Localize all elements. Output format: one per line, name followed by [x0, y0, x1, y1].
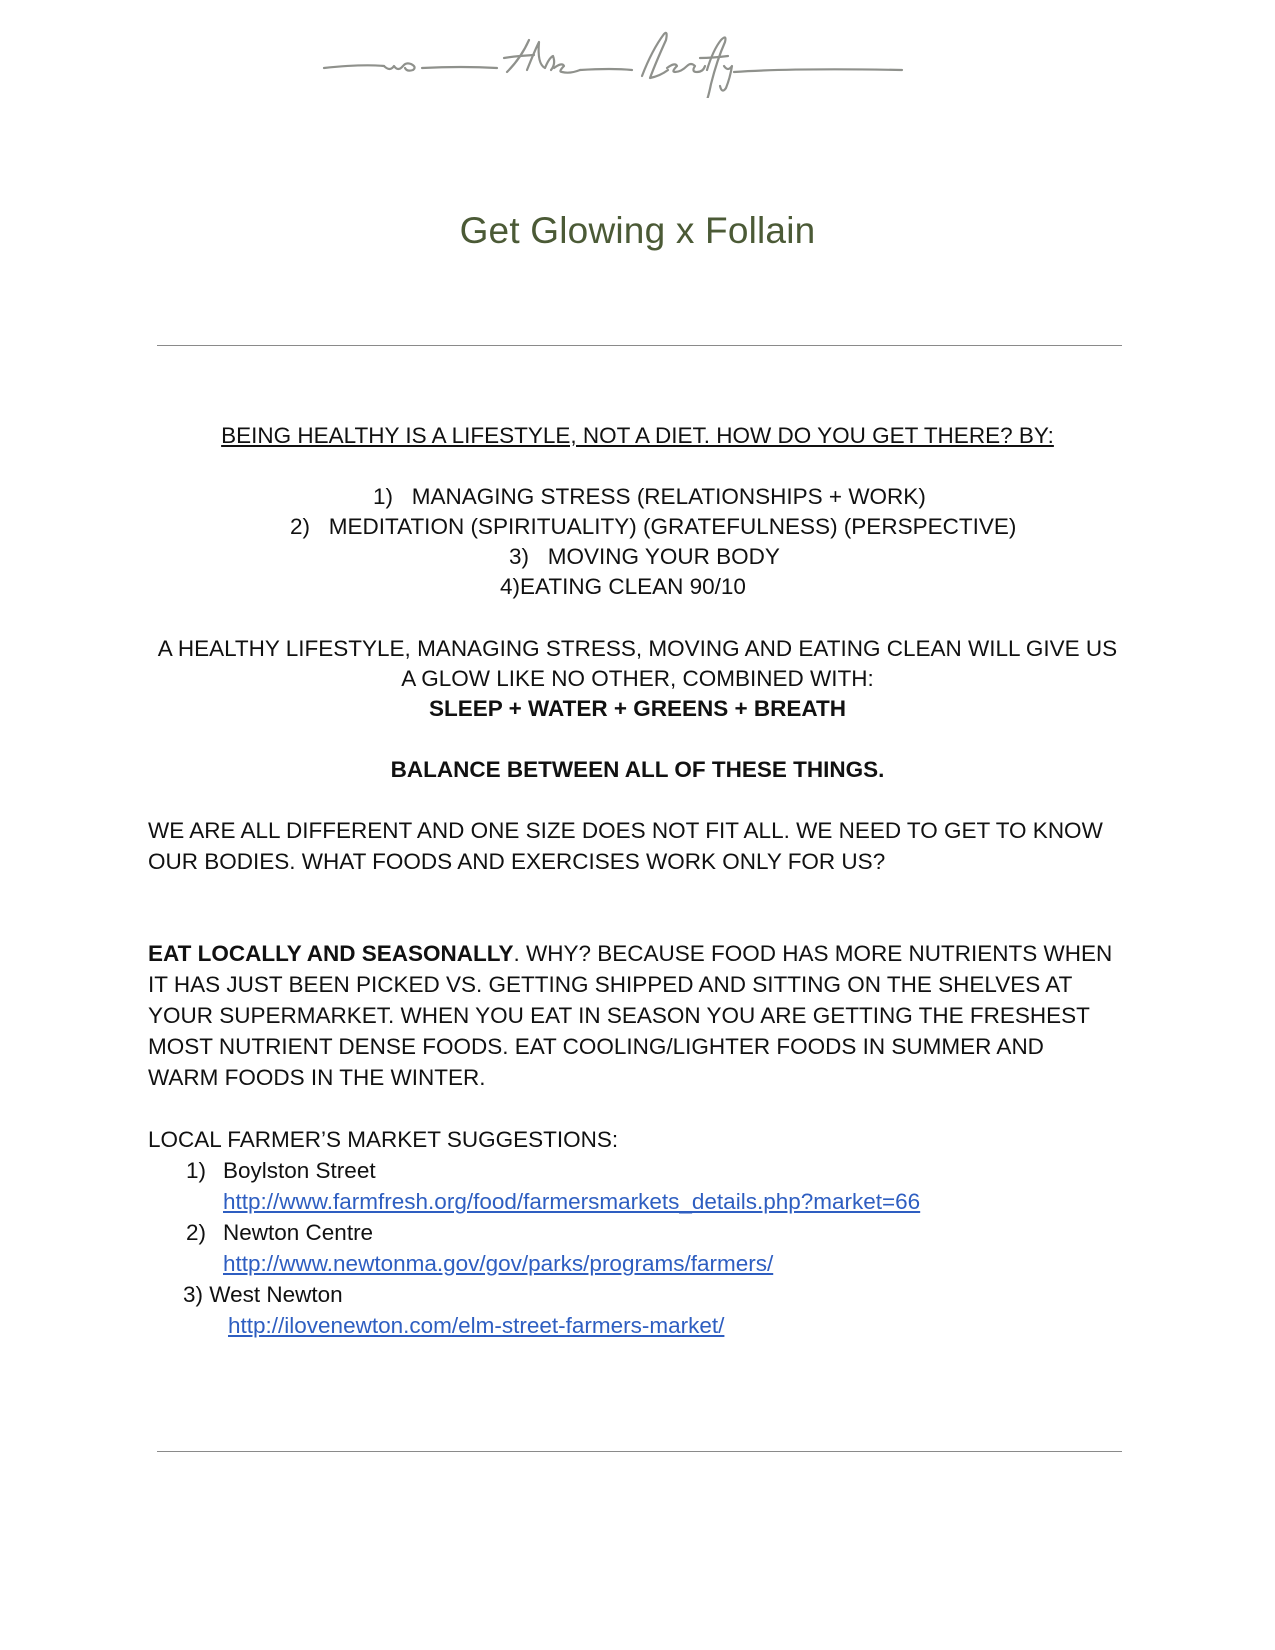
seasonal-line-2: IT HAS JUST BEEN PICKED VS. GETTING SHIPPED AND SITTING ON THE SHELVES AT [148, 972, 1073, 997]
market-name: Boylston Street [223, 1158, 376, 1183]
step-4 [500, 571, 746, 602]
market-url[interactable]: http://www.newtonma.gov/gov/parks/programs/farmers/ [223, 1251, 774, 1276]
step-1 [373, 481, 926, 512]
seasonal-line-4: MOST NUTRIENT DENSE FOODS. EAT COOLING/LIGHTER FOODS IN SUMMER AND [148, 1034, 1044, 1059]
glow-line-2: A GLOW LIKE NO OTHER, COMBINED WITH: [401, 666, 874, 691]
step-number: 1) [373, 484, 394, 509]
step-text: EATING CLEAN 90/10 [520, 574, 746, 599]
market-number: 3) [183, 1282, 204, 1307]
market-url[interactable]: http://ilovenewton.com/elm-street-farmers-market/ [228, 1313, 725, 1338]
step-number: 2) [290, 514, 311, 539]
step-text: MOVING YOUR BODY [547, 544, 780, 569]
market-name: Newton Centre [223, 1220, 374, 1245]
market-name: West Newton [209, 1282, 343, 1307]
market-item-3 [183, 1279, 343, 1310]
seasonal-line-5: WARM FOODS IN THE WINTER. [148, 1065, 486, 1090]
step-3 [509, 541, 780, 572]
market-link-3[interactable] [228, 1310, 724, 1341]
market-number: 1) [186, 1158, 207, 1183]
seasonal-line-1-rest: . WHY? BECAUSE FOOD HAS MORE NUTRIENTS WHEN [513, 941, 1113, 966]
seasonal-line-1 [148, 938, 1112, 969]
page-title: Get Glowing x Follain [459, 210, 816, 251]
market-item-1 [186, 1155, 376, 1186]
we-the-leafy-logo [322, 28, 942, 98]
balance-statement: BALANCE BETWEEN ALL OF THESE THINGS. [390, 757, 885, 782]
seasonal-lead: EAT LOCALLY AND SEASONALLY [148, 941, 514, 966]
market-link-2[interactable] [223, 1248, 773, 1279]
bottom-divider [157, 1451, 1122, 1452]
market-number: 2) [186, 1220, 207, 1245]
market-link-1[interactable] [223, 1186, 920, 1217]
top-divider [157, 345, 1122, 346]
market-item-2 [186, 1217, 373, 1248]
step-number: 4) [500, 574, 521, 599]
intro-heading: BEING HEALTHY IS A LIFESTYLE, NOT A DIET. HOW DO YOU GET THERE? BY: [221, 423, 1054, 448]
step-2 [290, 511, 1016, 542]
step-text: MANAGING STRESS (RELATIONSHIPS + WORK) [411, 484, 926, 509]
different-line-2: OUR BODIES. WHAT FOODS AND EXERCISES WORK ONLY FOR US? [148, 849, 886, 874]
glow-line-1: A HEALTHY LIFESTYLE, MANAGING STRESS, MOVING AND EATING CLEAN WILL GIVE US [157, 636, 1118, 661]
glow-combination: SLEEP + WATER + GREENS + BREATH [429, 696, 846, 721]
markets-heading: LOCAL FARMER’S MARKET SUGGESTIONS: [148, 1127, 619, 1152]
step-number: 3) [509, 544, 530, 569]
step-text: MEDITATION (SPIRITUALITY) (GRATEFULNESS) (PERSPECTIVE) [328, 514, 1017, 539]
different-line-1: WE ARE ALL DIFFERENT AND ONE SIZE DOES NOT FIT ALL. WE NEED TO GET TO KNOW [148, 818, 1103, 843]
market-url[interactable]: http://www.farmfresh.org/food/farmersmarkets_details.php?market=66 [223, 1189, 921, 1214]
seasonal-line-3: YOUR SUPERMARKET. WHEN YOU EAT IN SEASON YOU ARE GETTING THE FRESHEST [148, 1003, 1090, 1028]
